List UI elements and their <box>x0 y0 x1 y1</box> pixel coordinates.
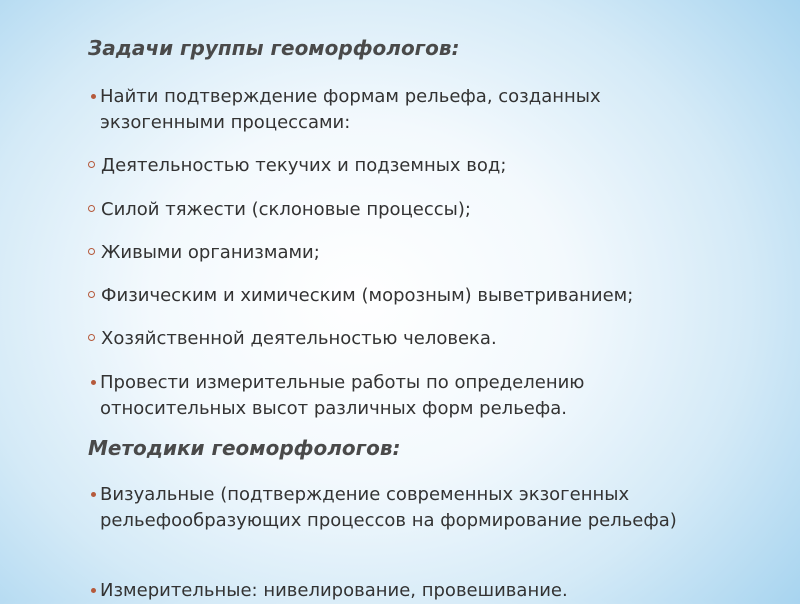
list-item <box>88 84 668 136</box>
bullet-dot-icon <box>91 492 96 497</box>
bullet-dot-icon <box>91 380 96 385</box>
list-item <box>88 153 728 179</box>
list-item <box>88 197 728 223</box>
bullet-circle-icon <box>88 205 95 212</box>
list-item-text: Деятельностью текучих и подземных вод; <box>101 155 507 176</box>
list-item <box>88 283 748 309</box>
list-item-text: Живыми организмами; <box>101 242 320 263</box>
bullet-circle-icon <box>88 248 95 255</box>
list-item-text: Измерительные: нивелирование, провешивание. <box>100 580 568 601</box>
bullet-circle-icon <box>88 291 95 298</box>
bullet-dot-icon <box>91 94 96 99</box>
list-item-text: Провести измерительные работы по определению относительных высот различных форм рельефа. <box>100 372 585 419</box>
list-item-text: Силой тяжести (склоновые процессы); <box>101 199 471 220</box>
bullet-circle-icon <box>88 334 95 341</box>
list-item-text: Найти подтверждение формам рельефа, созданных экзогенными процессами: <box>100 86 601 133</box>
list-item-text: Хозяйственной деятельностью человека. <box>101 328 497 349</box>
list-item <box>88 370 658 422</box>
list-item <box>88 326 728 352</box>
list-item <box>88 578 728 604</box>
section-heading-tasks: Задачи группы геоморфологов: <box>88 36 460 60</box>
list-item <box>88 240 728 266</box>
list-item-text: Физическим и химическим (морозным) выветриванием; <box>101 285 634 306</box>
bullet-dot-icon <box>91 588 96 593</box>
list-item <box>88 482 698 534</box>
list-item-text: Визуальные (подтверждение современных экзогенных рельефообразующих процессов на формирование рельефа) <box>100 484 677 531</box>
section-heading-methods: Методики геоморфологов: <box>88 436 401 460</box>
bullet-circle-icon <box>88 161 95 168</box>
